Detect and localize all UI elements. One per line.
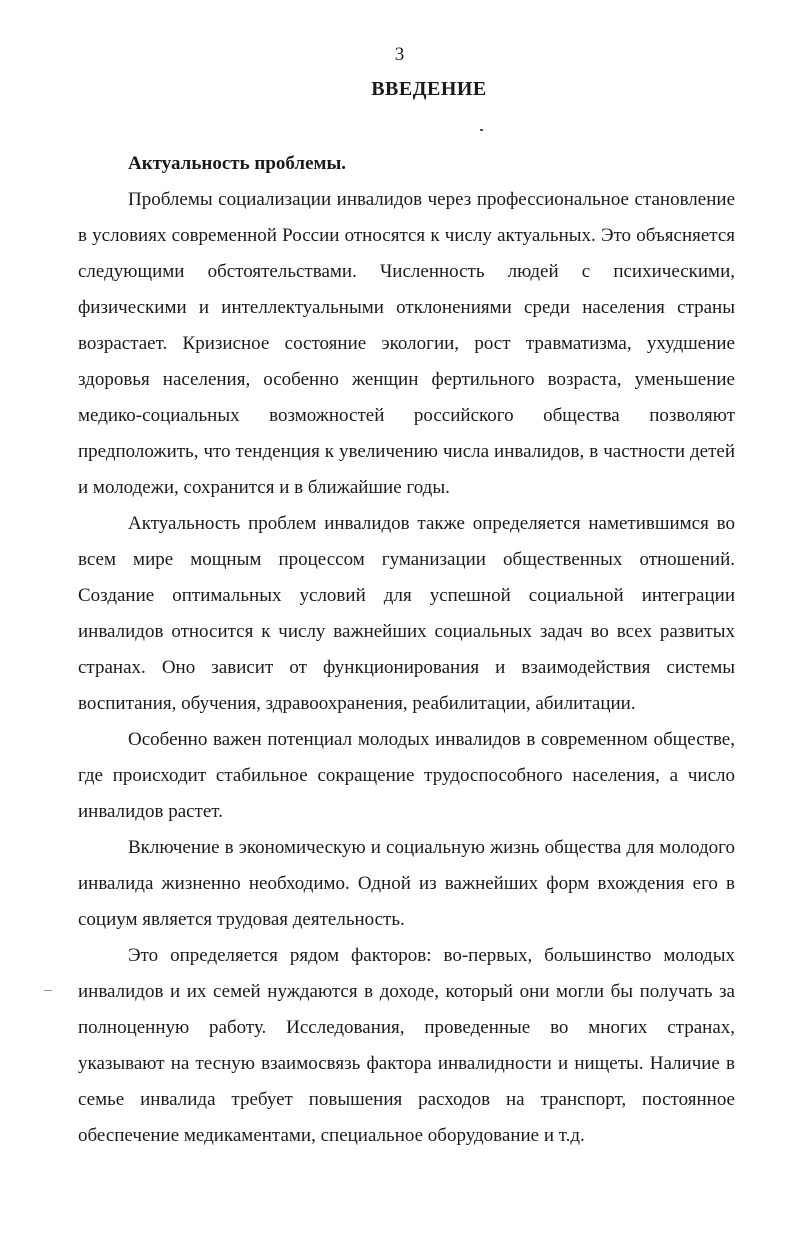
- paragraph-1: Проблемы социализации инвалидов через профессиональное становление в условиях современной России относятся к числу актуальных. Это объясняется следующими обстоятельствами. Численность людей с психическими, физическими и интеллектуальными отклонениями среди населения страны возрастает. Кризисное состояние экологии, рост травматизма, ухудшение здоровья населения, особенно женщин фертильного возраста, уменьшение медико-социальных возможностей российского общества позволяют предположить, что тенденция к увеличению числа инвалидов, в частности детей и молодежи, сохранится и в ближайшие годы.: [78, 189, 735, 498]
- document-body: [78, 146, 735, 1154]
- scan-artifact: [480, 129, 483, 131]
- paragraph-5: Это определяется рядом факторов: во-первых, большинство молодых инвалидов и их семей нуждаются в доходе, который они могли бы получать за полноценную работу. Исследования, проведенные во многих странах, указывают на тесную взаимосвязь фактора инвалидности и нищеты. Наличие в семье инвалида требует повышения расходов на транспорт, постоянное обеспечение медикаментами, специальное оборудование и т.д.: [78, 945, 735, 1146]
- margin-mark: [44, 990, 52, 991]
- page-number: 3: [394, 44, 405, 65]
- page-title: ВВЕДЕНИЕ: [371, 78, 487, 100]
- paragraph-4: Включение в экономическую и социальную жизнь общества для молодого инвалида жизненно необходимо. Одной из важнейших форм вхождения его в социум является трудовая деятельность.: [78, 837, 735, 930]
- paragraph-2: Актуальность проблем инвалидов также определяется наметившимся во всем мире мощным процессом гуманизации общественных отношений. Создание оптимальных условий для успешной социальной интеграции инвалидов относится к числу важнейших социальных задач во всех развитых странах. Оно зависит от функционирования и взаимодействия системы воспитания, обучения, здравоохранения, реабилитации, абилитации.: [78, 513, 735, 714]
- section-subheading: Актуальность проблемы.: [128, 153, 347, 174]
- paragraph-3: Особенно важен потенциал молодых инвалидов в современном обществе, где происходит стабильное сокращение трудоспособного населения, а число инвалидов растет.: [78, 729, 735, 822]
